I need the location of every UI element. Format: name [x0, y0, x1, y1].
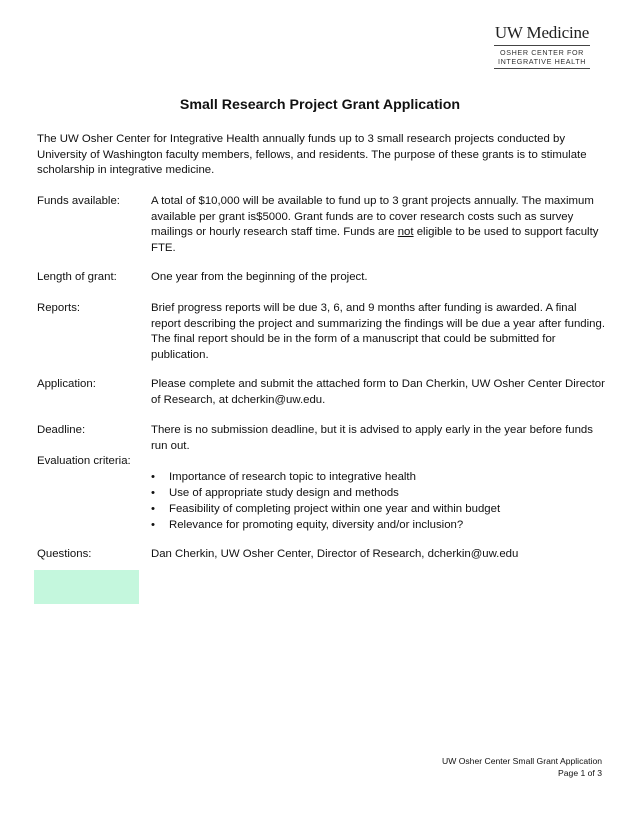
evaluation-label: Evaluation criteria: — [37, 455, 131, 467]
section-length — [37, 270, 612, 286]
reports-text: Brief progress reports will be due 3, 6, and 9 months after funding is awarded. A final report describing the project and summarizing the findings will be due a year after funding. The final report should be in the form of a manuscript that could be submitted for publication. — [151, 302, 605, 361]
funds-text-part-1: A total of $10,000 will be available to fund up to 3 grant projects annually. The maximum available per grant is$5000. Grant funds are to cover research costs such as survey mailings or hourly research staff time. Funds are — [151, 195, 594, 238]
criteria-text: Feasibility of completing project within one year and within budget — [169, 503, 501, 515]
criteria-text: Importance of research topic to integrative health — [169, 471, 416, 483]
bullet-icon: • — [151, 471, 155, 483]
funds-text-part-2: eligible to be used to support faculty FTE. — [151, 226, 599, 254]
section-deadline — [37, 423, 612, 454]
logo-line-1: OSHER CENTER FOR — [500, 48, 584, 57]
questions-text: Dan Cherkin, UW Osher Center, Director of Research, dcherkin@uw.edu — [151, 548, 519, 560]
criteria-text: Use of appropriate study design and methods — [169, 487, 399, 499]
application-text: Please complete and submit the attached form to Dan Cherkin, UW Osher Center Director of Research, at dcherkin@uw.edu. — [151, 378, 605, 406]
list-item — [151, 517, 611, 533]
footer-title: UW Osher Center Small Grant Application — [442, 756, 602, 766]
section-funds — [37, 194, 612, 256]
criteria-text: Relevance for promoting equity, diversity and/or inclusion? — [169, 519, 464, 531]
funds-underlined-word: not — [397, 226, 414, 238]
section-reports — [37, 301, 612, 363]
length-label: Length of grant: — [37, 271, 117, 283]
deadline-label: Deadline: — [37, 424, 86, 436]
reports-label: Reports: — [37, 302, 81, 314]
highlight-box — [34, 570, 139, 604]
page-footer — [442, 755, 602, 779]
application-label: Application: — [37, 378, 96, 390]
intro-paragraph: The UW Osher Center for Integrative Health annually funds up to 3 small research projects conducted by University of Washington faculty members, fellows, and residents. The purpose of these grants is to stimulate scholarship in integrative medicine. — [37, 133, 587, 176]
deadline-text: There is no submission deadline, but it is advised to apply early in the year before funds run out. — [151, 424, 593, 452]
page-number: Page 1 of 3 — [558, 768, 602, 778]
logo-divider-bottom — [494, 68, 590, 69]
logo-line-2: INTEGRATIVE HEALTH — [497, 57, 586, 66]
evaluation-criteria-list — [151, 469, 611, 533]
bullet-icon: • — [151, 503, 155, 515]
length-text: One year from the beginning of the project. — [151, 271, 368, 283]
bullet-icon: • — [151, 487, 155, 499]
section-application — [37, 377, 612, 408]
questions-label: Questions: — [37, 548, 92, 560]
list-item — [151, 485, 611, 501]
logo-divider — [494, 45, 590, 46]
list-item — [151, 501, 611, 517]
bullet-icon: • — [151, 519, 155, 531]
funds-label: Funds available: — [37, 195, 120, 207]
document-title: Small Research Project Grant Application — [179, 97, 461, 113]
funds-text — [151, 194, 606, 256]
uw-medicine-logo — [494, 24, 590, 69]
section-questions — [37, 547, 612, 563]
logo-brand: UW Medicine — [494, 23, 590, 42]
list-item — [151, 469, 611, 485]
